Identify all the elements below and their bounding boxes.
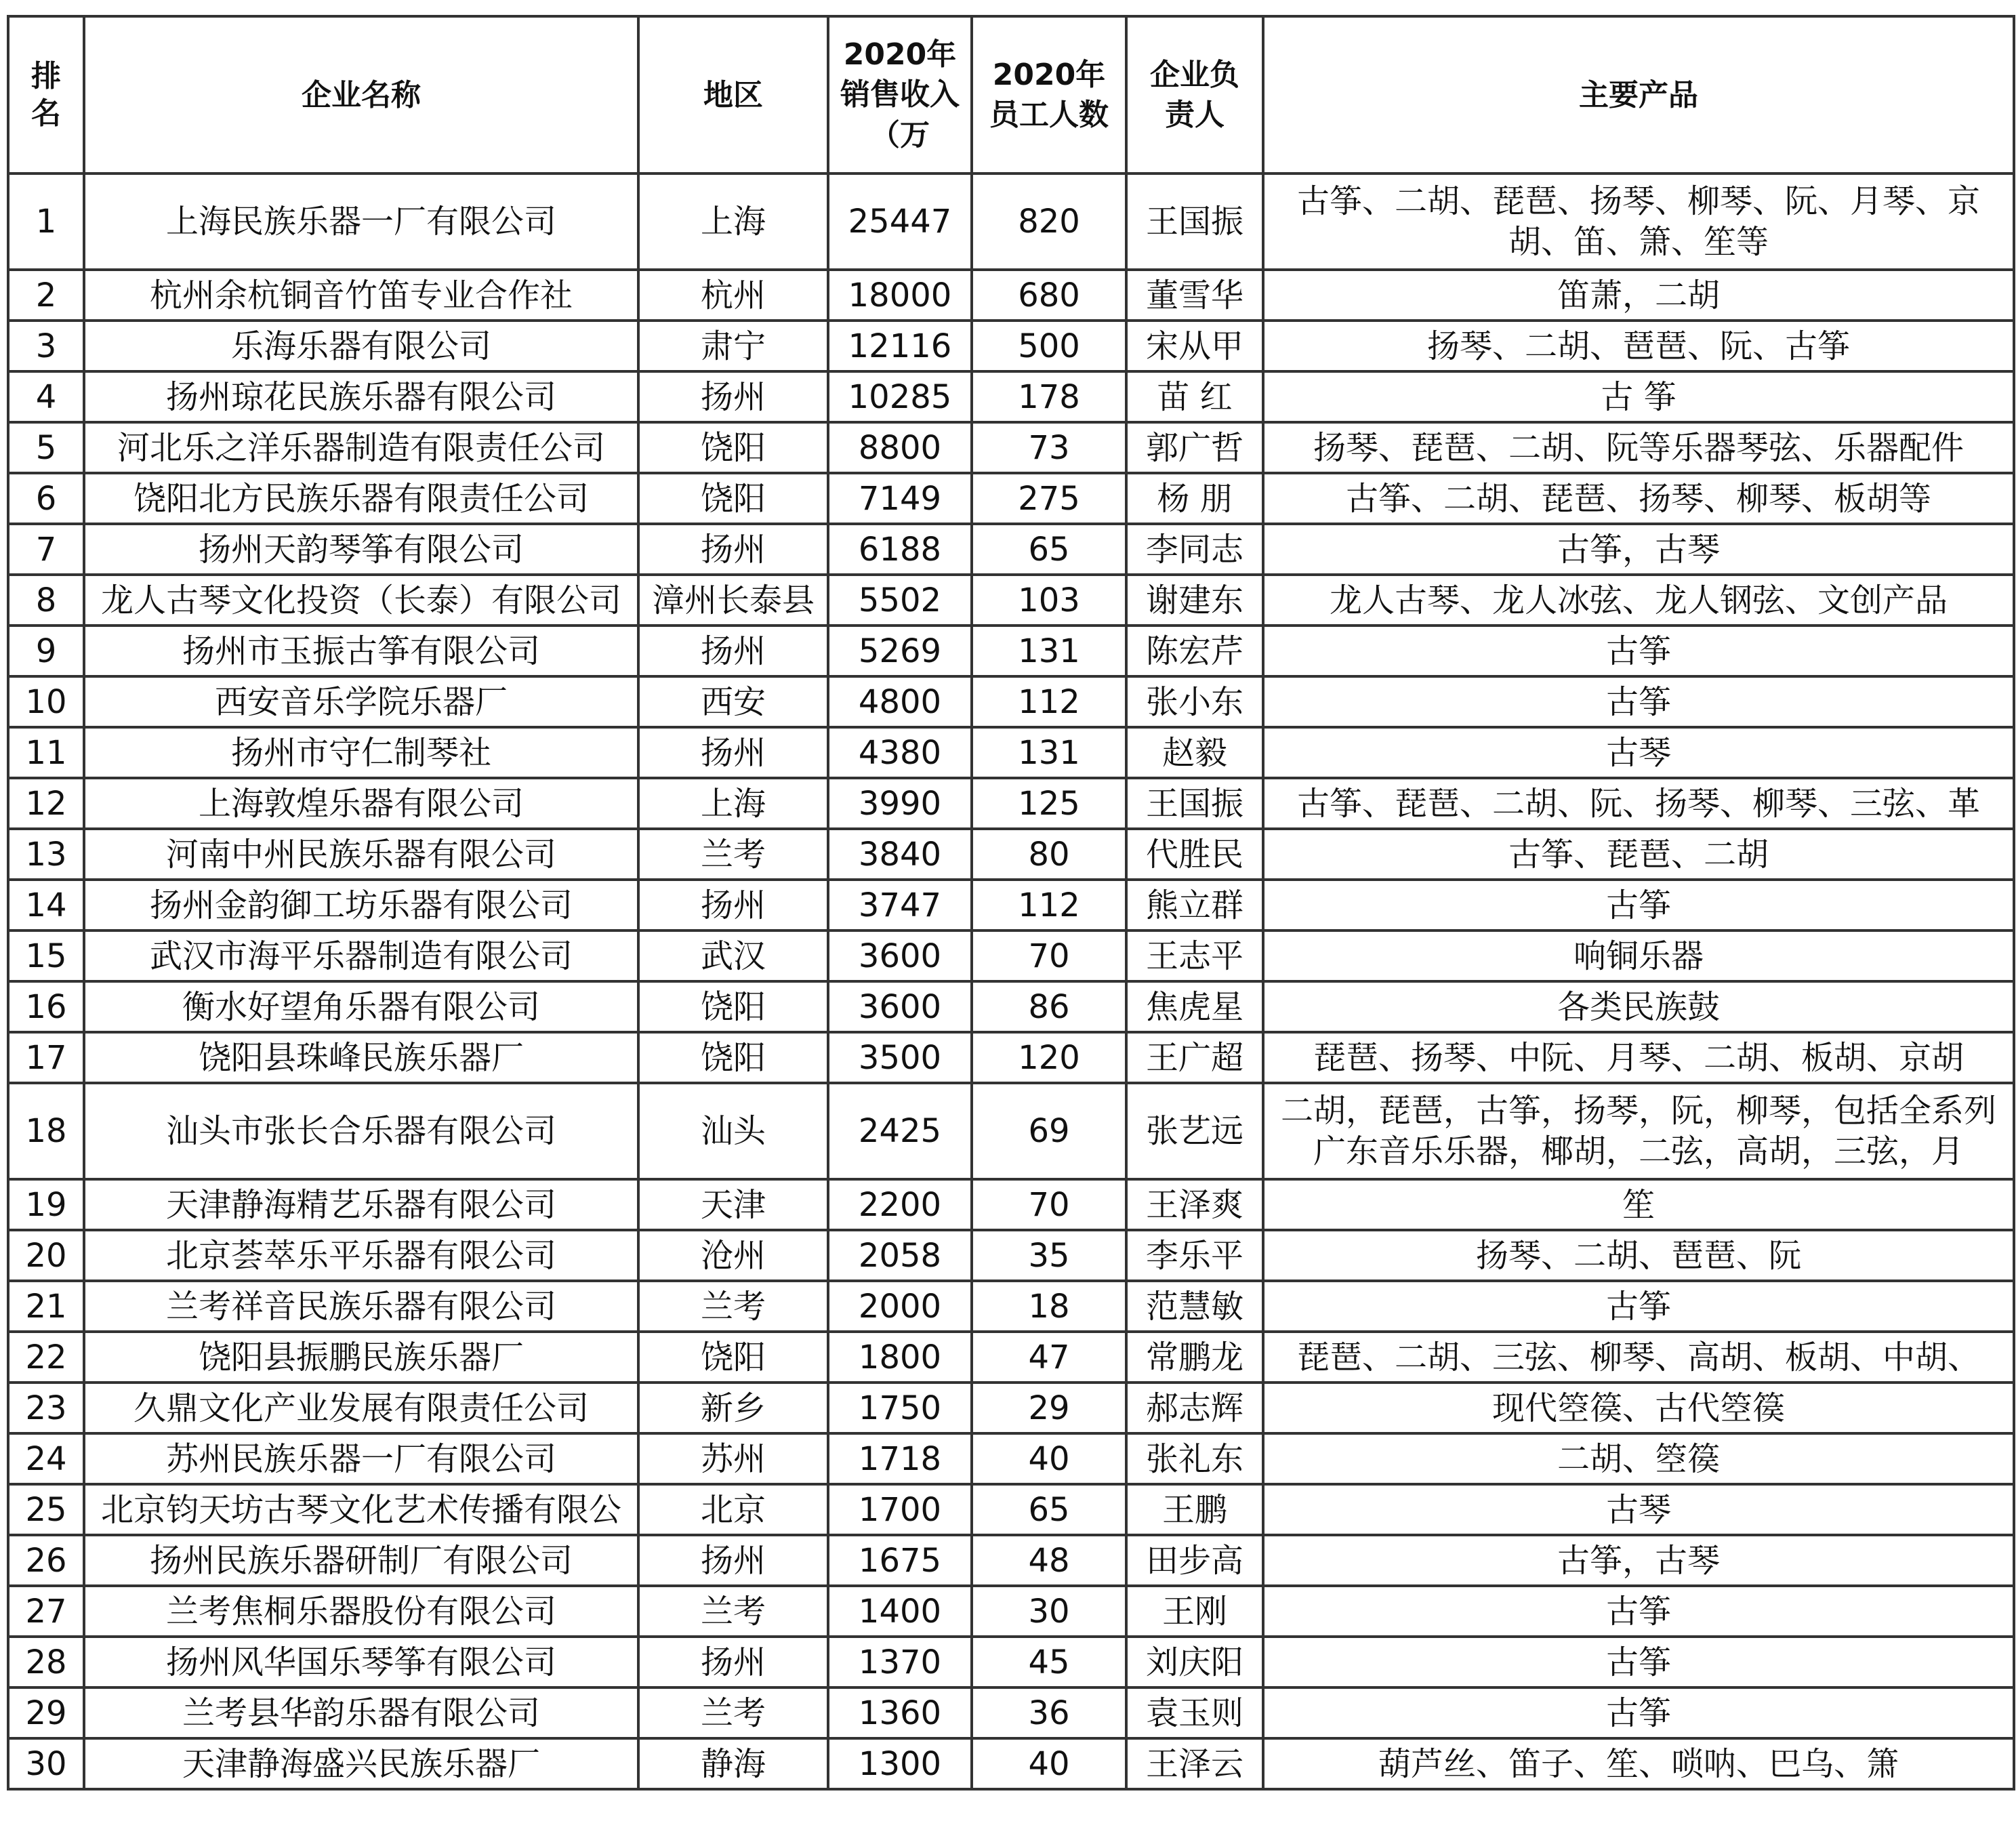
cell-leader: 张小东 bbox=[1126, 676, 1263, 727]
cell-revenue: 3747 bbox=[828, 880, 972, 930]
cell-region: 汕头 bbox=[638, 1083, 828, 1179]
cell-employees: 112 bbox=[972, 880, 1126, 930]
cell-company: 兰考焦桐乐器股份有限公司 bbox=[84, 1586, 638, 1637]
table-row bbox=[8, 1484, 2014, 1535]
cell-rank: 30 bbox=[8, 1738, 84, 1789]
cell-products: 二胡、箜篌 bbox=[1263, 1433, 2014, 1484]
cell-products: 古筝 bbox=[1263, 1637, 2014, 1687]
cell-leader: 陈宏芹 bbox=[1126, 626, 1263, 676]
table-row bbox=[8, 371, 2014, 422]
cell-rank: 16 bbox=[8, 981, 84, 1032]
cell-leader: 袁玉则 bbox=[1126, 1687, 1263, 1738]
cell-rank: 13 bbox=[8, 829, 84, 880]
cell-products: 笙 bbox=[1263, 1179, 2014, 1230]
cell-rank: 8 bbox=[8, 575, 84, 626]
cell-region: 饶阳 bbox=[638, 1032, 828, 1083]
cell-products: 琵琶、扬琴、中阮、月琴、二胡、板胡、京胡 bbox=[1263, 1032, 2014, 1083]
cell-company: 乐海乐器有限公司 bbox=[84, 321, 638, 371]
cell-company: 饶阳县珠峰民族乐器厂 bbox=[84, 1032, 638, 1083]
cell-leader: 范慧敏 bbox=[1126, 1281, 1263, 1332]
cell-rank: 29 bbox=[8, 1687, 84, 1738]
table-row bbox=[8, 1032, 2014, 1083]
cell-rank: 3 bbox=[8, 321, 84, 371]
cell-products: 龙人古琴、龙人冰弦、龙人钢弦、文创产品 bbox=[1263, 575, 2014, 626]
cell-region: 西安 bbox=[638, 676, 828, 727]
cell-rank: 7 bbox=[8, 524, 84, 575]
cell-employees: 30 bbox=[972, 1586, 1126, 1637]
cell-leader: 王志平 bbox=[1126, 930, 1263, 981]
header-rank: 排名 bbox=[8, 16, 84, 173]
cell-leader: 常鹏龙 bbox=[1126, 1332, 1263, 1383]
cell-region: 饶阳 bbox=[638, 1332, 828, 1383]
cell-products: 现代箜篌、古代箜篌 bbox=[1263, 1383, 2014, 1433]
cell-leader: 王鹏 bbox=[1126, 1484, 1263, 1535]
table-row bbox=[8, 1687, 2014, 1738]
cell-employees: 112 bbox=[972, 676, 1126, 727]
cell-company: 北京荟萃乐平乐器有限公司 bbox=[84, 1230, 638, 1281]
header-products: 主要产品 bbox=[1263, 16, 2014, 173]
cell-employees: 73 bbox=[972, 422, 1126, 473]
cell-company: 扬州市守仁制琴社 bbox=[84, 727, 638, 778]
cell-leader: 田步高 bbox=[1126, 1535, 1263, 1586]
cell-rank: 11 bbox=[8, 727, 84, 778]
cell-region: 上海 bbox=[638, 778, 828, 829]
header-leader: 企业负责人 bbox=[1126, 16, 1263, 173]
cell-rank: 5 bbox=[8, 422, 84, 473]
cell-region: 扬州 bbox=[638, 524, 828, 575]
cell-leader: 郭广哲 bbox=[1126, 422, 1263, 473]
cell-revenue: 5502 bbox=[828, 575, 972, 626]
cell-products: 古筝、琵琶、二胡、阮、扬琴、柳琴、三弦、革 bbox=[1263, 778, 2014, 829]
cell-employees: 125 bbox=[972, 778, 1126, 829]
cell-products: 古筝 bbox=[1263, 626, 2014, 676]
cell-employees: 131 bbox=[972, 626, 1126, 676]
cell-products: 扬琴、二胡、琶琶、阮 bbox=[1263, 1230, 2014, 1281]
cell-region: 静海 bbox=[638, 1738, 828, 1789]
cell-region: 苏州 bbox=[638, 1433, 828, 1484]
cell-region: 饶阳 bbox=[638, 422, 828, 473]
cell-company: 河南中州民族乐器有限公司 bbox=[84, 829, 638, 880]
cell-leader: 苗 红 bbox=[1126, 371, 1263, 422]
cell-company: 扬州民族乐器研制厂有限公司 bbox=[84, 1535, 638, 1586]
cell-leader: 王国振 bbox=[1126, 778, 1263, 829]
cell-revenue: 1718 bbox=[828, 1433, 972, 1484]
cell-revenue: 1400 bbox=[828, 1586, 972, 1637]
cell-revenue: 12116 bbox=[828, 321, 972, 371]
cell-region: 北京 bbox=[638, 1484, 828, 1535]
cell-region: 扬州 bbox=[638, 880, 828, 930]
cell-region: 饶阳 bbox=[638, 981, 828, 1032]
cell-employees: 65 bbox=[972, 524, 1126, 575]
table-row bbox=[8, 1281, 2014, 1332]
cell-revenue: 4380 bbox=[828, 727, 972, 778]
cell-leader: 宋从甲 bbox=[1126, 321, 1263, 371]
cell-employees: 18 bbox=[972, 1281, 1126, 1332]
table-row bbox=[8, 321, 2014, 371]
cell-employees: 178 bbox=[972, 371, 1126, 422]
cell-products: 古筝、二胡、琵琶、扬琴、柳琴、板胡等 bbox=[1263, 473, 2014, 524]
cell-revenue: 5269 bbox=[828, 626, 972, 676]
cell-company: 扬州市玉振古筝有限公司 bbox=[84, 626, 638, 676]
cell-revenue: 2200 bbox=[828, 1179, 972, 1230]
cell-rank: 17 bbox=[8, 1032, 84, 1083]
cell-rank: 2 bbox=[8, 270, 84, 321]
cell-revenue: 1300 bbox=[828, 1738, 972, 1789]
cell-rank: 23 bbox=[8, 1383, 84, 1433]
cell-region: 扬州 bbox=[638, 727, 828, 778]
cell-company: 饶阳北方民族乐器有限责任公司 bbox=[84, 473, 638, 524]
cell-company: 天津静海盛兴民族乐器厂 bbox=[84, 1738, 638, 1789]
table-row bbox=[8, 524, 2014, 575]
table-row bbox=[8, 1586, 2014, 1637]
header-region: 地区 bbox=[638, 16, 828, 173]
cell-region: 武汉 bbox=[638, 930, 828, 981]
enterprise-ranking-table bbox=[7, 15, 2015, 1790]
cell-employees: 275 bbox=[972, 473, 1126, 524]
cell-region: 扬州 bbox=[638, 1637, 828, 1687]
cell-region: 兰考 bbox=[638, 1281, 828, 1332]
cell-rank: 4 bbox=[8, 371, 84, 422]
cell-employees: 40 bbox=[972, 1738, 1126, 1789]
cell-company: 上海民族乐器一厂有限公司 bbox=[84, 173, 638, 270]
cell-company: 饶阳县振鹏民族乐器厂 bbox=[84, 1332, 638, 1383]
cell-revenue: 2000 bbox=[828, 1281, 972, 1332]
cell-products: 古 筝 bbox=[1263, 371, 2014, 422]
cell-revenue: 7149 bbox=[828, 473, 972, 524]
cell-rank: 24 bbox=[8, 1433, 84, 1484]
cell-rank: 25 bbox=[8, 1484, 84, 1535]
cell-employees: 131 bbox=[972, 727, 1126, 778]
cell-revenue: 2425 bbox=[828, 1083, 972, 1179]
table-row bbox=[8, 930, 2014, 981]
cell-revenue: 3600 bbox=[828, 930, 972, 981]
cell-region: 饶阳 bbox=[638, 473, 828, 524]
cell-revenue: 3600 bbox=[828, 981, 972, 1032]
cell-region: 兰考 bbox=[638, 1687, 828, 1738]
cell-products: 扬琴、琵琶、二胡、阮等乐器琴弦、乐器配件 bbox=[1263, 422, 2014, 473]
cell-employees: 48 bbox=[972, 1535, 1126, 1586]
cell-products: 各类民族鼓 bbox=[1263, 981, 2014, 1032]
cell-company: 汕头市张长合乐器有限公司 bbox=[84, 1083, 638, 1179]
header-company: 企业名称 bbox=[84, 16, 638, 173]
cell-company: 扬州风华国乐琴筝有限公司 bbox=[84, 1637, 638, 1687]
cell-employees: 120 bbox=[972, 1032, 1126, 1083]
cell-company: 北京钧天坊古琴文化艺术传播有限公 bbox=[84, 1484, 638, 1535]
cell-leader: 张艺远 bbox=[1126, 1083, 1263, 1179]
cell-employees: 680 bbox=[972, 270, 1126, 321]
cell-leader: 刘庆阳 bbox=[1126, 1637, 1263, 1687]
table-row bbox=[8, 1535, 2014, 1586]
cell-leader: 王刚 bbox=[1126, 1586, 1263, 1637]
table-row bbox=[8, 575, 2014, 626]
cell-products: 古筝，古琴 bbox=[1263, 1535, 2014, 1586]
cell-rank: 14 bbox=[8, 880, 84, 930]
table-body bbox=[8, 173, 2014, 1789]
cell-company: 久鼎文化产业发展有限责任公司 bbox=[84, 1383, 638, 1433]
cell-leader: 赵毅 bbox=[1126, 727, 1263, 778]
cell-region: 上海 bbox=[638, 173, 828, 270]
cell-employees: 70 bbox=[972, 930, 1126, 981]
cell-company: 天津静海精艺乐器有限公司 bbox=[84, 1179, 638, 1230]
cell-rank: 12 bbox=[8, 778, 84, 829]
cell-company: 上海敦煌乐器有限公司 bbox=[84, 778, 638, 829]
cell-revenue: 1800 bbox=[828, 1332, 972, 1383]
cell-rank: 1 bbox=[8, 173, 84, 270]
cell-revenue: 1370 bbox=[828, 1637, 972, 1687]
cell-revenue: 4800 bbox=[828, 676, 972, 727]
cell-employees: 35 bbox=[972, 1230, 1126, 1281]
cell-products: 二胡，琵琶，古筝，扬琴，阮，柳琴，包括全系列广东音乐乐器，椰胡，二弦，高胡，三弦，月 bbox=[1263, 1083, 2014, 1179]
cell-products: 琵琶、二胡、三弦、柳琴、高胡、板胡、中胡、 bbox=[1263, 1332, 2014, 1383]
table-row bbox=[8, 1230, 2014, 1281]
cell-revenue: 6188 bbox=[828, 524, 972, 575]
cell-region: 沧州 bbox=[638, 1230, 828, 1281]
cell-products: 古筝、琵琶、二胡 bbox=[1263, 829, 2014, 880]
cell-region: 肃宁 bbox=[638, 321, 828, 371]
cell-employees: 65 bbox=[972, 1484, 1126, 1535]
cell-company: 扬州金韵御工坊乐器有限公司 bbox=[84, 880, 638, 930]
cell-company: 杭州余杭铜音竹笛专业合作社 bbox=[84, 270, 638, 321]
cell-leader: 王国振 bbox=[1126, 173, 1263, 270]
cell-company: 兰考祥音民族乐器有限公司 bbox=[84, 1281, 638, 1332]
table-row bbox=[8, 173, 2014, 270]
cell-leader: 董雪华 bbox=[1126, 270, 1263, 321]
cell-employees: 36 bbox=[972, 1687, 1126, 1738]
cell-products: 古筝、二胡、琵琶、扬琴、柳琴、阮、月琴、京胡、笛、箫、笙等 bbox=[1263, 173, 2014, 270]
cell-employees: 40 bbox=[972, 1433, 1126, 1484]
cell-revenue: 18000 bbox=[828, 270, 972, 321]
cell-revenue: 3990 bbox=[828, 778, 972, 829]
cell-company: 衡水好望角乐器有限公司 bbox=[84, 981, 638, 1032]
cell-leader: 李乐平 bbox=[1126, 1230, 1263, 1281]
cell-rank: 9 bbox=[8, 626, 84, 676]
table-row bbox=[8, 473, 2014, 524]
cell-region: 杭州 bbox=[638, 270, 828, 321]
cell-products: 古筝 bbox=[1263, 1687, 2014, 1738]
cell-employees: 29 bbox=[972, 1383, 1126, 1433]
cell-company: 扬州琼花民族乐器有限公司 bbox=[84, 371, 638, 422]
table-row bbox=[8, 626, 2014, 676]
cell-region: 新乡 bbox=[638, 1383, 828, 1433]
cell-rank: 10 bbox=[8, 676, 84, 727]
cell-employees: 70 bbox=[972, 1179, 1126, 1230]
cell-employees: 80 bbox=[972, 829, 1126, 880]
cell-rank: 26 bbox=[8, 1535, 84, 1586]
cell-company: 河北乐之洋乐器制造有限责任公司 bbox=[84, 422, 638, 473]
table-row bbox=[8, 778, 2014, 829]
cell-employees: 45 bbox=[972, 1637, 1126, 1687]
cell-leader: 李同志 bbox=[1126, 524, 1263, 575]
cell-company: 苏州民族乐器一厂有限公司 bbox=[84, 1433, 638, 1484]
cell-revenue: 1700 bbox=[828, 1484, 972, 1535]
cell-leader: 王泽云 bbox=[1126, 1738, 1263, 1789]
cell-company: 武汉市海平乐器制造有限公司 bbox=[84, 930, 638, 981]
cell-employees: 820 bbox=[972, 173, 1126, 270]
cell-products: 古琴 bbox=[1263, 727, 2014, 778]
cell-region: 漳州长泰县 bbox=[638, 575, 828, 626]
cell-region: 扬州 bbox=[638, 1535, 828, 1586]
cell-leader: 王泽爽 bbox=[1126, 1179, 1263, 1230]
cell-leader: 王广超 bbox=[1126, 1032, 1263, 1083]
table-row bbox=[8, 1083, 2014, 1179]
cell-rank: 20 bbox=[8, 1230, 84, 1281]
cell-revenue: 10285 bbox=[828, 371, 972, 422]
cell-company: 西安音乐学院乐器厂 bbox=[84, 676, 638, 727]
cell-revenue: 25447 bbox=[828, 173, 972, 270]
cell-rank: 15 bbox=[8, 930, 84, 981]
table-row bbox=[8, 1383, 2014, 1433]
table-row bbox=[8, 1637, 2014, 1687]
cell-revenue: 3500 bbox=[828, 1032, 972, 1083]
cell-region: 兰考 bbox=[638, 829, 828, 880]
cell-rank: 22 bbox=[8, 1332, 84, 1383]
cell-products: 古筝 bbox=[1263, 676, 2014, 727]
cell-products: 古筝 bbox=[1263, 1586, 2014, 1637]
cell-employees: 47 bbox=[972, 1332, 1126, 1383]
cell-revenue: 1750 bbox=[828, 1383, 972, 1433]
header-revenue: 2020年销售收入（万 bbox=[828, 16, 972, 173]
cell-products: 笛萧，二胡 bbox=[1263, 270, 2014, 321]
cell-products: 古筝 bbox=[1263, 1281, 2014, 1332]
cell-rank: 28 bbox=[8, 1637, 84, 1687]
cell-company: 兰考县华韵乐器有限公司 bbox=[84, 1687, 638, 1738]
cell-revenue: 1675 bbox=[828, 1535, 972, 1586]
cell-region: 天津 bbox=[638, 1179, 828, 1230]
cell-leader: 郝志辉 bbox=[1126, 1383, 1263, 1433]
cell-region: 扬州 bbox=[638, 371, 828, 422]
cell-revenue: 8800 bbox=[828, 422, 972, 473]
cell-products: 葫芦丝、笛子、笙、唢呐、巴乌、箫 bbox=[1263, 1738, 2014, 1789]
cell-employees: 69 bbox=[972, 1083, 1126, 1179]
cell-company: 扬州天韵琴筝有限公司 bbox=[84, 524, 638, 575]
cell-products: 响铜乐器 bbox=[1263, 930, 2014, 981]
table-row bbox=[8, 1179, 2014, 1230]
header-row bbox=[8, 16, 2014, 173]
header-employees: 2020年员工人数 bbox=[972, 16, 1126, 173]
cell-rank: 27 bbox=[8, 1586, 84, 1637]
cell-rank: 19 bbox=[8, 1179, 84, 1230]
cell-revenue: 2058 bbox=[828, 1230, 972, 1281]
cell-leader: 熊立群 bbox=[1126, 880, 1263, 930]
cell-products: 扬琴、二胡、琶琶、阮、古筝 bbox=[1263, 321, 2014, 371]
cell-products: 古筝，古琴 bbox=[1263, 524, 2014, 575]
table-row bbox=[8, 1738, 2014, 1789]
table-row bbox=[8, 727, 2014, 778]
cell-products: 古筝 bbox=[1263, 880, 2014, 930]
cell-leader: 谢建东 bbox=[1126, 575, 1263, 626]
cell-region: 扬州 bbox=[638, 626, 828, 676]
cell-region: 兰考 bbox=[638, 1586, 828, 1637]
table-row bbox=[8, 1332, 2014, 1383]
table-row bbox=[8, 270, 2014, 321]
table-row bbox=[8, 422, 2014, 473]
cell-rank: 21 bbox=[8, 1281, 84, 1332]
cell-leader: 张礼东 bbox=[1126, 1433, 1263, 1484]
cell-company: 龙人古琴文化投资（长泰）有限公司 bbox=[84, 575, 638, 626]
cell-leader: 代胜民 bbox=[1126, 829, 1263, 880]
cell-leader: 焦虎星 bbox=[1126, 981, 1263, 1032]
cell-rank: 6 bbox=[8, 473, 84, 524]
table-row bbox=[8, 880, 2014, 930]
cell-products: 古琴 bbox=[1263, 1484, 2014, 1535]
cell-employees: 500 bbox=[972, 321, 1126, 371]
cell-employees: 86 bbox=[972, 981, 1126, 1032]
table-row bbox=[8, 829, 2014, 880]
cell-leader: 杨 朋 bbox=[1126, 473, 1263, 524]
table-row bbox=[8, 981, 2014, 1032]
cell-revenue: 1360 bbox=[828, 1687, 972, 1738]
table-row bbox=[8, 1433, 2014, 1484]
table-row bbox=[8, 676, 2014, 727]
cell-rank: 18 bbox=[8, 1083, 84, 1179]
cell-employees: 103 bbox=[972, 575, 1126, 626]
cell-revenue: 3840 bbox=[828, 829, 972, 880]
